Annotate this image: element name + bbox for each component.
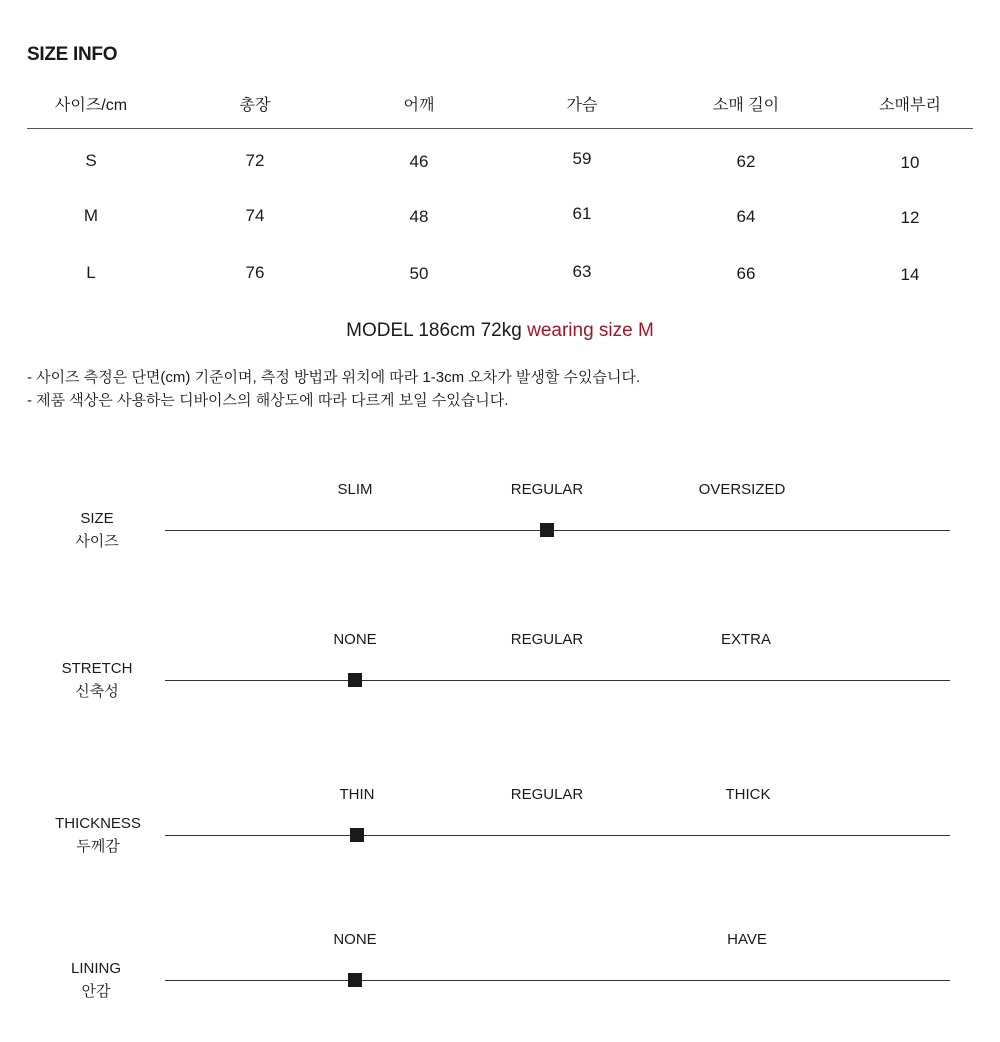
col-header-chest: 가슴 bbox=[566, 97, 598, 114]
fit-label-ko: 두께감 bbox=[76, 838, 120, 855]
table-cell: 50 bbox=[409, 264, 429, 283]
scale-label: REGULAR bbox=[510, 631, 584, 648]
fit-label-thickness bbox=[55, 812, 141, 858]
fit-track-size bbox=[165, 530, 950, 531]
scale-label: REGULAR bbox=[510, 481, 584, 498]
table-cell: 46 bbox=[409, 152, 429, 171]
col-header-shoulder: 어깨 bbox=[403, 97, 435, 114]
fit-label-ko: 안감 bbox=[81, 983, 111, 1000]
fit-track-thickness bbox=[165, 835, 950, 836]
fit-label-ko: 신축성 bbox=[75, 683, 119, 700]
fit-label-size bbox=[75, 507, 118, 553]
fit-label-en: THICKNESS bbox=[55, 815, 141, 832]
fit-label-en: LINING bbox=[70, 960, 122, 977]
table-cell: 10 bbox=[900, 153, 920, 172]
notes bbox=[27, 366, 640, 412]
fit-label-stretch bbox=[62, 657, 133, 703]
scale-label: NONE bbox=[333, 931, 377, 948]
col-header-cuff: 소매부리 bbox=[879, 97, 941, 114]
size-info-title: SIZE INFO bbox=[27, 44, 118, 65]
scale-label: NONE bbox=[333, 631, 377, 648]
table-cell: 63 bbox=[572, 262, 592, 281]
fit-marker-lining bbox=[348, 973, 362, 987]
fit-marker-size bbox=[540, 523, 554, 537]
fit-track-lining bbox=[165, 980, 950, 981]
scale-label: OVERSIZED bbox=[698, 481, 786, 498]
fit-label-en: STRETCH bbox=[61, 660, 133, 677]
fit-label-ko: 사이즈 bbox=[75, 533, 119, 550]
model-info bbox=[0, 320, 1000, 342]
col-header-size: 사이즈/cm bbox=[54, 97, 128, 114]
col-header-length: 총장 bbox=[239, 97, 271, 114]
fit-marker-stretch bbox=[348, 673, 362, 687]
table-cell: 72 bbox=[245, 151, 265, 170]
table-cell: 62 bbox=[736, 152, 756, 171]
model-size-highlight: wearing size M bbox=[527, 320, 654, 341]
table-cell: 59 bbox=[572, 149, 592, 168]
note-measurement: - 사이즈 측정은 단면(cm) 기준이며, 측정 방법과 위치에 따라 1-3cm 오차가 발생할 수있습니다. bbox=[27, 369, 641, 386]
scale-label: SLIM bbox=[337, 481, 373, 498]
model-text: MODEL 186cm 72kg bbox=[346, 320, 522, 341]
table-cell: 64 bbox=[736, 207, 756, 226]
fit-label-lining bbox=[71, 957, 121, 1003]
table-header-divider bbox=[27, 128, 973, 129]
table-cell: 14 bbox=[900, 265, 920, 284]
fit-track-stretch bbox=[165, 680, 950, 681]
scale-label: HAVE bbox=[727, 931, 767, 948]
table-cell: 61 bbox=[572, 204, 592, 223]
table-cell: M bbox=[83, 206, 99, 225]
table-cell: 12 bbox=[900, 208, 920, 227]
col-header-sleeve: 소매 길이 bbox=[712, 97, 780, 114]
table-cell: 48 bbox=[409, 207, 429, 226]
scale-label: THIN bbox=[339, 786, 375, 803]
table-cell: 74 bbox=[245, 206, 265, 225]
fit-label-en: SIZE bbox=[80, 510, 114, 527]
fit-marker-thickness bbox=[350, 828, 364, 842]
table-cell: S bbox=[85, 151, 97, 170]
table-cell: 76 bbox=[245, 263, 265, 282]
note-color: - 제품 색상은 사용하는 디바이스의 해상도에 따라 다르게 보일 수있습니다. bbox=[27, 392, 509, 409]
scale-label: EXTRA bbox=[720, 631, 772, 648]
table-cell: 66 bbox=[736, 264, 756, 283]
scale-label: REGULAR bbox=[510, 786, 584, 803]
scale-label: THICK bbox=[725, 786, 771, 803]
table-cell: L bbox=[86, 263, 96, 282]
